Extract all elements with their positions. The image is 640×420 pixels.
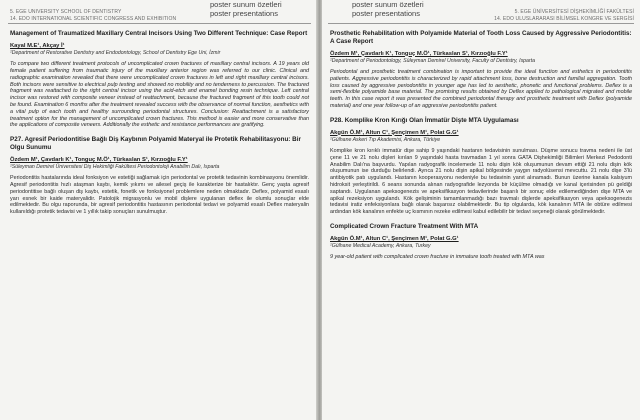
header-tab-en: poster presentations [352, 9, 420, 18]
header-tab [210, 0, 282, 18]
article-abstract: Komplike kron kırıklı immatür dişe sahip 9 yaşındaki hastanın tedavisinin sunulması. Düşme sonucu travma nedeni ile üst çene 11 ve 21 nolu dişleri kırılan 9 yaşındaki hasta travmadan 1 yıl sonra GATA Dişhekimliği Bilimleri Merkezi Pedodonti Anabilim Dalı'na başvurdu. Yapılan radyografik incelemede 11 nolu dişin kök oluşumunun devam ettiği 21 nolu dişin kök oluşumunun ise durduğu belirlendi. Ayrıca 21 nolu dişin apikal bölgesinde yaygın radyolüsensi mevcuttu. 21 nolu dişe 3'lü antibiyotik patı uygulandı. Hastanın kooperasyonu nedeniyle bu tedavinin yanıt alınamadı. Bunun üzerine kanala kalsiyum hidroksit yerleştirildi. 6 seans sonunda alınan radyografide lezyonda bir küçülme olmadığı ve kanal içerisinden pü geldiği saptandı. Uygulanan apeksogenezis ve apeksifikasyon tedavilerinde başarılı bir sonuç elde edilemediğinden dişe MTA ve apikal rezeksiyon uygulandı. Kök gelişiminin tamamlanmadığı bazı travmalı dişlerde apeksifikasyon veya apeksogenezis tedavisi iratiz enfeksiyonlara bağlı olarak başarısız olabilmektedir. Bu tip olgularda, kök kanalının MTA ile obtüre edilmesi ardından kök kanalının enfekte uç kısmının rezeke edilmesi kabul edilebilir bir tedavi seçeneği olarak görülmektedir. [330, 147, 632, 216]
header-institution-line1: 5. EGE ÜNİVERSİTESİ DİŞHEKİMLİĞİ FAKÜLTESİ [514, 9, 634, 15]
article-authors: Kayal M.E¹, Akçay İ¹ [10, 42, 65, 49]
left-page-header [0, 0, 317, 26]
right-page-header [322, 0, 640, 26]
header-tab-tr: poster sunum özetleri [210, 0, 282, 9]
article-title: P28. Komplike Kron Kırığı Olan İmmatür Dişte MTA Uygulaması [330, 116, 519, 124]
header-institution-line2: 14. EDO INTERNATIONAL SCIENTIFIC CONGRESS AND EXHIBITION [10, 15, 177, 22]
article-title: Prosthetic Rehabilitation with Polyamide Material of Tooth Loss Caused by Aggressive Periodontitis: A Case Report [330, 30, 632, 45]
article-affiliation: ¹Department of Periodontology, Süleyman Demirel University, Faculty of Dentistry, Isparta [330, 57, 535, 64]
article-abstract: 9 year-old patient with complicated crown fracture in immature tooth treated with MTA was [330, 254, 545, 261]
article-affiliation: ¹Gülhane Askeri Tıp Akademisi, Ankara, Türkiye [330, 136, 441, 143]
article-affiliation: ¹Gülhane Medical Academy, Ankara, Turkey [330, 242, 431, 249]
header-tab-tr: poster sunum özetleri [352, 0, 424, 9]
left-page-content [10, 30, 309, 219]
header-institution-line2: 14. EDO ULUSLARARASI BİLİMSEL KONGRE VE SERGİSİ [494, 15, 634, 22]
header-institution [494, 9, 634, 22]
article-title: Complicated Crown Fracture Treatment With MTA [330, 222, 479, 230]
article-affiliation: ¹Süleyman Demirel Üniversitesi Diş Hekimliği Fakültesi Periodontoloji Anabilim Dalı, Isparta [10, 163, 220, 170]
article-authors: Akgün Ö.M¹, Altun C¹, Şençimen M¹, Polat G.G¹ [330, 235, 459, 242]
header-institution [10, 9, 176, 22]
article-authors: Özdem M¹, Çavdarlı K¹, Tonguç M.Ö¹, Türkaslan S¹, Kırzıoğlu F.Y¹ [10, 156, 188, 163]
header-tab-en: poster presentations [210, 9, 278, 18]
right-page [322, 0, 640, 420]
article-authors: Özdem M¹, Çavdarlı K¹, Tonguç M.Ö¹, Türkaslan S¹, Kırzıoğlu F.Y¹ [330, 50, 508, 57]
article-title: P27. Agresif Periodontitise Bağlı Diş Kaybının Polyamid Materyal ile Protetik Rehabilitasyonu: Bir Olgu Sunumu [10, 136, 301, 151]
article-affiliation: ¹Department of Restorative Dentistry and Endodontology, School of Dentistry Ege Uni, İzmir [10, 49, 221, 56]
header-tab [352, 0, 424, 18]
header-institution-line1: 5. EGE UNIVERSITY SCHOOL OF DENTISTRY [10, 9, 122, 15]
article-abstract: Periodontitis hastalarında ideal fonksiyon ve estetiği sağlamak için periodontal ve protetik tedavinin kombinasyonu önemlidir. Agresif periodontitis hızlı ataşman kaybı, kemik yıkımı ve ailesel geçiş ile karakterize bir hastalıktır. Genç yaşta agresif periodontitise bağlı oluşan diş kaybı, estetik, fonetik ve fonksiyonel problemlere neden olmaktadır. Deflex, polyamid esaslı yarı esnek bir kaide materyalidir. Patolojik migrasyonlu ve mobil dişlere uygulanan deflex ile olumlu sonuçlar elde edilmektedir. Bu olgu raporunda, bir agresif periodontitis hastasının periodontal tedavi ve polyamid esaslı Deflex materyalin kullanıldığı protetik tedavisi ve 1 yıllık takip sonuçları sunulmuştur. [10, 175, 309, 216]
header-rule [328, 23, 634, 24]
article-authors: Akgün Ö.M¹, Altun C¹, Şençimen M¹, Polat G.G¹ [330, 129, 459, 136]
article-abstract: To compare two different treatment protocols of uncomplicated crown fractures of maxillary central incisors. A 19 years old female patient suffering from traumatic injury of the maxillary anterior region was referred to our clinic. Clinical and radiographic examination revealed that there were uncomplicated crown fractures in left and right maxillary central incisors. Both incisors were sensitive to electrical pulp testing and showed no mobility and no tenderness to percussion. The fractured fragment was reattached to the right central incisor using the acid-etch and enamel bonding resin technique. Left central incisor was restored with composite veneer instead of reattachment, because the fractured fragment of this tooth could not be found. Examination 6 months after the treatment revealed success with the observance of normal function, aesthetics with a vital pulp of each tooth and healthy surrounding periodontal structures. Conclusion: Reattachment is a satisfactory treatment option for the management of uncomplicated crown fractures. This method is easier and more conservative than the applications of composite veneers. Additionally the esthetic and resistance performances are gratifying. [10, 61, 309, 129]
left-page [0, 0, 317, 420]
right-page-content [330, 30, 632, 264]
article-title: Management of Traumatized Maxillary Central Incisors Using Two Different Technique: Case Report [10, 30, 308, 37]
article-abstract: Periodontal and prosthetic treatment combination is important to provide the ideal function and esthetics in periodontitis patients. Aggressive periodontitis is characterized by rapid attachment loss, bone destruction and familial aggregation. Tooth loss caused by aggressive periodontitis in younger age has led to aesthetic, phonetic and functional problems. Deflex is a semi-flexible polyamide base material. The promising results obtained by Deflex applied to pathological migrated and mobile teeth. In this case report it was presented the combined periodontal therapy and prosthetic treatment with Deflex (polyamide material) and one year follow-up of an aggressive periodontitis patient. [330, 69, 632, 109]
header-rule [8, 23, 311, 24]
